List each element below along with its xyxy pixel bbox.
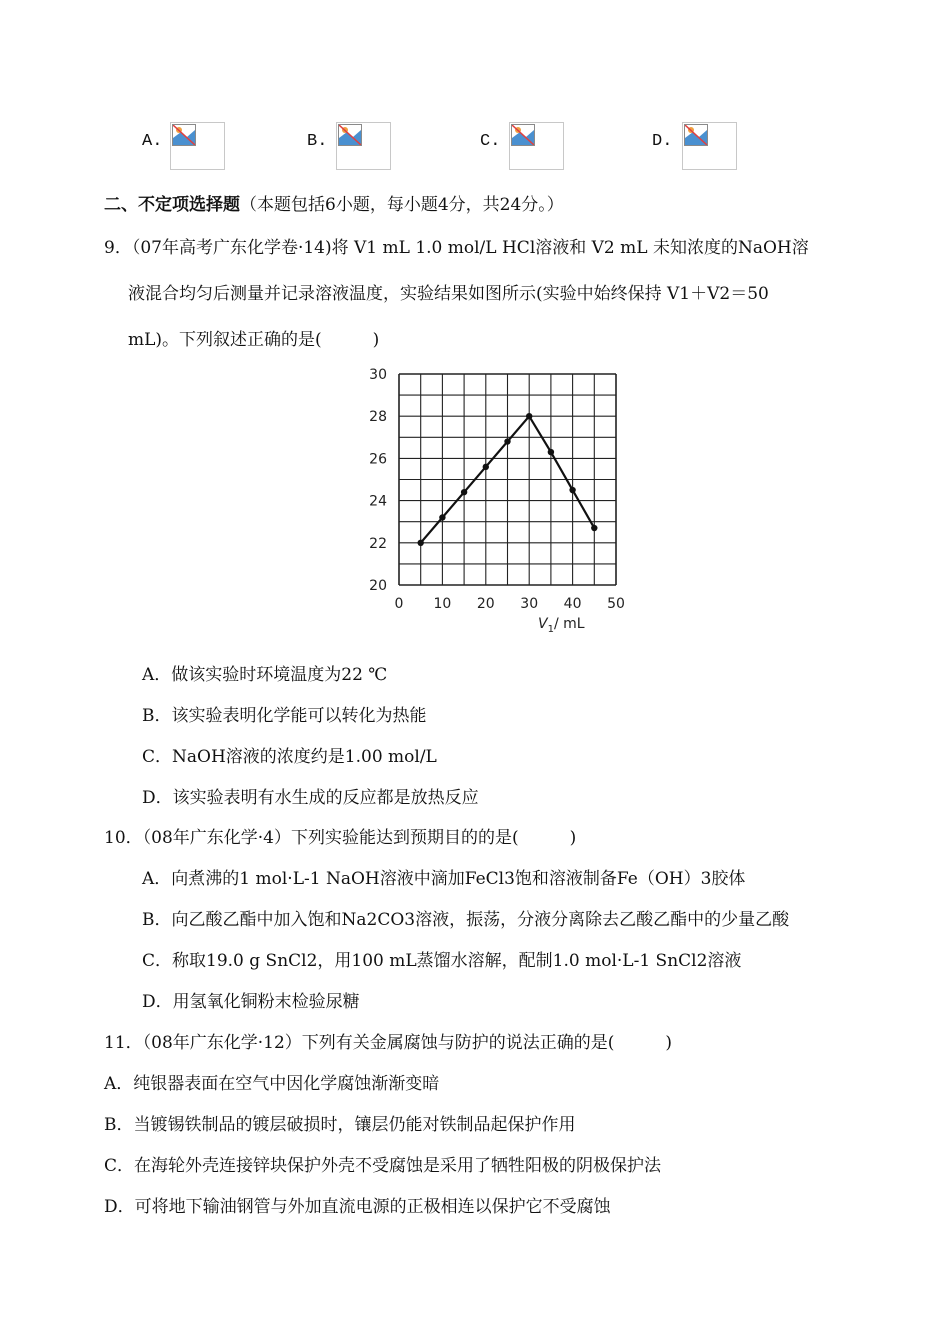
- q8-option-d-label: D.: [652, 132, 673, 151]
- y-tick-label: 24: [369, 493, 387, 510]
- data-point: [504, 438, 510, 444]
- data-point: [548, 449, 554, 455]
- data-point: [461, 489, 467, 495]
- q8-option-a-image: [170, 122, 225, 170]
- q10-stem: 10．（08年广东化学·4）下列实验能达到预期目的的是( ): [104, 828, 577, 848]
- section-note: （本题包括6小题，每小题4分，共24分。）: [240, 195, 564, 215]
- section-title: 二、不定项选择题: [104, 195, 240, 215]
- q8-option-d-image: [682, 122, 737, 170]
- q8-option-c-label: C.: [480, 132, 501, 151]
- chart-y-ticks: [369, 367, 387, 594]
- q11-stem: 11．（08年广东化学·12）下列有关金属腐蚀与防护的说法正确的是( ): [104, 1033, 673, 1053]
- x-tick-label: 10: [433, 596, 452, 612]
- q9-option-a: A．做该实验时环境温度为22 ℃: [142, 665, 388, 685]
- q11-option-b: B．当镀锡铁制品的镀层破损时，镶层仍能对铁制品起保护作用: [104, 1115, 576, 1135]
- q10-option-a: A．向煮沸的1 mol·L-1 NaOH溶液中滴加FeCl3饱和溶液制备Fe（OH）3胶体: [142, 869, 746, 889]
- q9-stem-line3: mL)。下列叙述正确的是( ): [128, 330, 380, 350]
- x-tick-label: 0: [394, 596, 404, 612]
- data-point: [418, 540, 424, 546]
- q9-option-c: C．NaOH溶液的浓度约是1.00 mol/L: [142, 747, 437, 767]
- x-tick-label: 20: [476, 596, 495, 612]
- q9-stem-line2: 液混合均匀后测量并记录溶液温度，实验结果如图所示(实验中始终保持 V1＋V2＝50: [128, 284, 769, 304]
- q8-option-b-label: B.: [307, 132, 328, 151]
- x-tick-label: 30: [520, 596, 539, 612]
- q9-option-d: D．该实验表明有水生成的反应都是放热反应: [142, 788, 479, 808]
- data-point: [569, 487, 575, 493]
- y-tick-label: 26: [369, 451, 387, 468]
- q11-option-a: A．纯银器表面在空气中因化学腐蚀渐渐变暗: [104, 1074, 440, 1094]
- x-tick-label: 40: [563, 596, 582, 612]
- y-tick-label: 20: [369, 578, 387, 594]
- q11-option-c: C．在海轮外壳连接锌块保护外壳不受腐蚀是采用了牺牲阳极的阴极保护法: [104, 1156, 662, 1176]
- data-point: [439, 514, 445, 520]
- temperature-chart: [330, 362, 640, 637]
- data-point: [526, 413, 532, 419]
- broken-image-icon: [684, 124, 708, 146]
- y-tick-label: 22: [369, 535, 387, 552]
- broken-image-icon: [511, 124, 535, 146]
- q11-option-d: D．可将地下输油钢管与外加直流电源的正极相连以保护它不受腐蚀: [104, 1197, 611, 1217]
- q10-option-b: B．向乙酸乙酯中加入饱和Na2CO3溶液，振荡，分液分离除去乙酸乙酯中的少量乙酸: [142, 910, 790, 930]
- chart-x-ticks: [395, 596, 625, 612]
- section-heading: [104, 190, 564, 215]
- data-point: [483, 464, 489, 470]
- q9-stem-line1: 9．（07年高考广东化学卷·14)将 V1 mL 1.0 mol/L HCl溶液和 V2 mL 未知浓度的NaOH溶: [104, 238, 809, 258]
- y-tick-label: 28: [369, 409, 387, 426]
- y-tick-label: 30: [369, 367, 387, 383]
- q8-option-a-label: A.: [142, 132, 163, 151]
- broken-image-icon: [172, 124, 196, 146]
- chart-grid: [399, 374, 616, 585]
- q10-option-d: D．用氢氧化铜粉末检验尿糖: [142, 992, 360, 1012]
- data-point: [591, 525, 597, 531]
- x-tick-label: 50: [607, 596, 625, 612]
- q9-option-b: B．该实验表明化学能可以转化为热能: [142, 706, 427, 726]
- q10-option-c: C．称取19.0 g SnCl2，用100 mL蒸馏水溶解，配制1.0 mol·L-1 SnCl2溶液: [142, 951, 742, 971]
- broken-image-icon: [338, 124, 362, 146]
- chart-x-label: $V_1/$ mL: [538, 616, 585, 635]
- q8-option-c-image: [509, 122, 564, 170]
- q8-option-b-image: [336, 122, 391, 170]
